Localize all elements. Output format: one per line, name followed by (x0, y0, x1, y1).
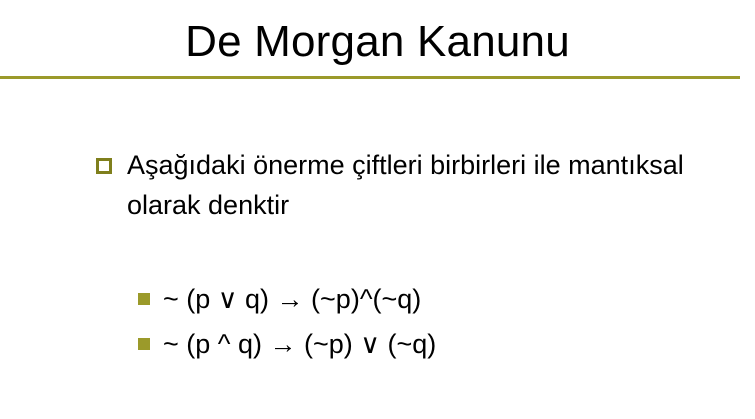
formula-text: ~ (p ^ q) → (~p) ∨ (~q) (163, 329, 437, 359)
title-divider (0, 76, 740, 79)
sub-bullet-item (138, 325, 698, 370)
filled-square-icon (138, 338, 150, 350)
slide-title: De Morgan Kanunu (185, 17, 570, 66)
sub-bullet-item (138, 280, 698, 325)
formula-text: ~ (p ∨ q) → (~p)^(~q) (163, 284, 422, 314)
sub-bullet-list (138, 280, 698, 370)
main-bullet-text: Aşağıdaki önerme çiftleri birbirleri ile mantıksal olarak denktir (127, 150, 684, 220)
hollow-square-icon (96, 158, 112, 174)
filled-square-icon (138, 293, 150, 305)
